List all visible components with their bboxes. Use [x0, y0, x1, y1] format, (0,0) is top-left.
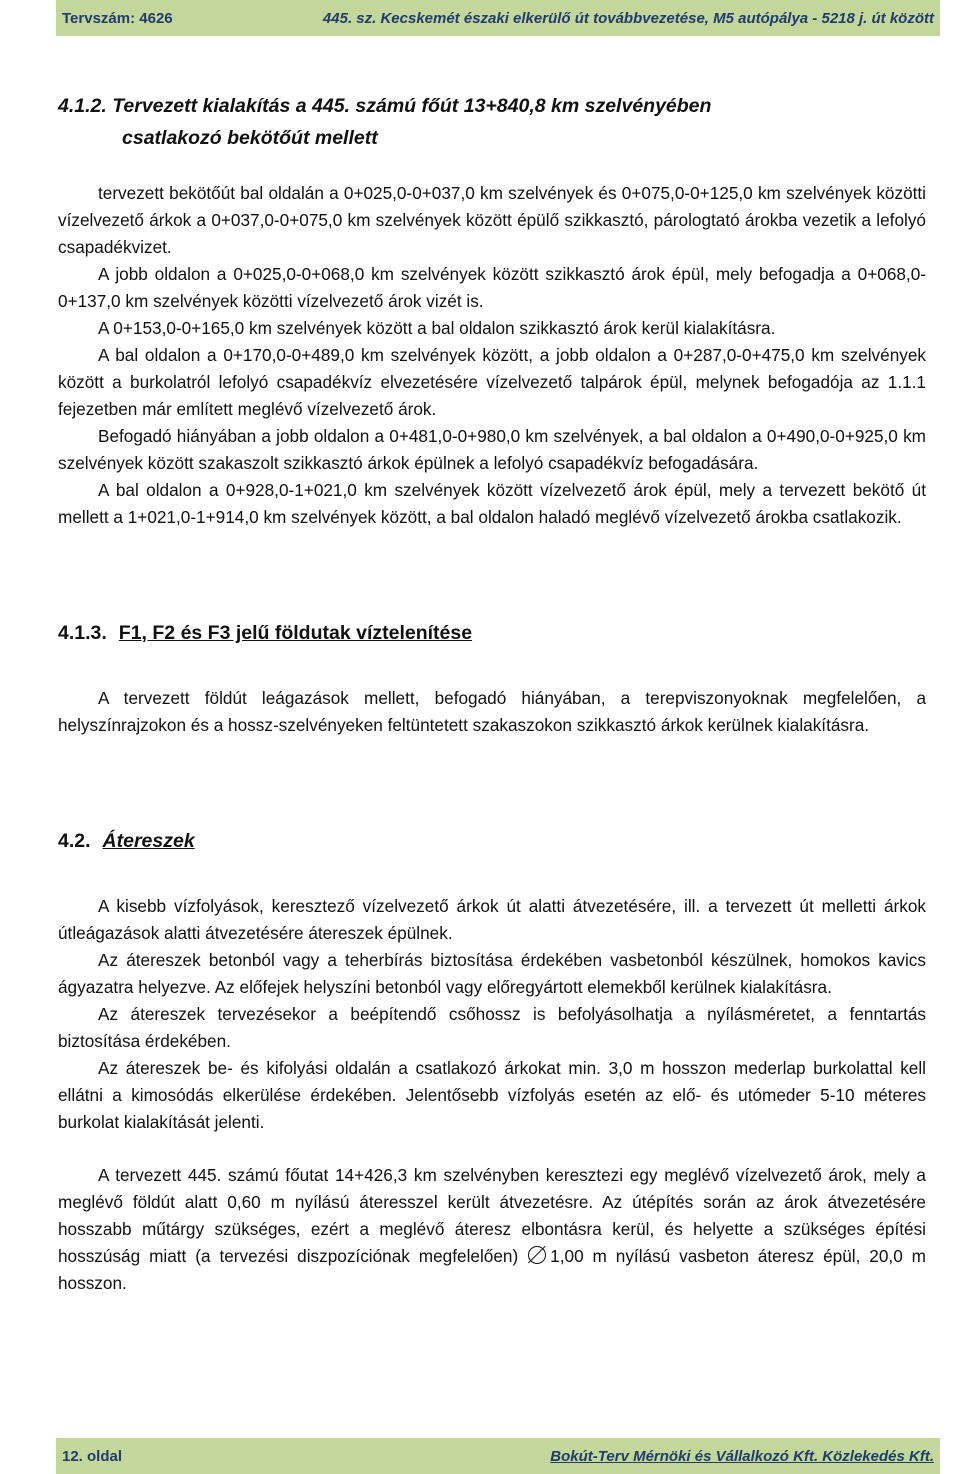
paragraph: Az átereszek betonból vagy a teherbírás biztosítása érdekében vasbetonból készülnek, homokos kavics ágyazatra helyezve. Az előfejek helyszíni betonból vagy előregyártott elemekből kerülnek kialakításra.	[58, 950, 926, 997]
paragraph: A bal oldalon a 0+170,0-0+489,0 km szelvények között, a jobb oldalon a 0+287,0-0+475,0 km szelvények között a burkolatról lefolyó csapadékvíz elvezetésére vízelvezető talpárok épül, melynek befogadója az 1.1.1 fejezetben már említett meglévő vízelvezető árok.	[58, 345, 926, 419]
page-header	[56, 0, 940, 36]
section-number: 4.1.3.	[58, 622, 107, 644]
paragraph: Befogadó hiányában a jobb oldalon a 0+481,0-0+980,0 km szelvények, a bal oldalon a 0+490,0-0+925,0 km szelvények között szakaszolt szikkasztó árkok épülnek a lefolyó csapadékvíz befogadására.	[58, 426, 926, 473]
paragraph: A bal oldalon a 0+928,0-1+021,0 km szelvények között vízelvezető árok épül, mely a tervezett bekötő út mellett a 1+021,0-1+914,0 km szelvények között, a bal oldalon haladó meglévő vízelvezető árokba csatlakozik.	[58, 480, 926, 527]
paragraph: Az átereszek tervezésekor a beépítendő csőhossz is befolyásolhatja a nyílásméretet, a fenntartás biztosítása érdekében.	[58, 1004, 926, 1051]
page-footer	[56, 1438, 940, 1474]
paragraph-text: A tervezett 445. számú főutat 14+426,3 km szelvényben keresztezi egy meglévő vízelvezető árok, mely a meglévő földút alatt 0,60 m nyílású áteresszel került átvezetésre. Az útépítés során az árok átvezetésére hosszabb műtárgy szükséges, ezért a meglévő áteresz elbontásra kerül, és helyette a szükséges építési hosszúság miatt (a tervezési diszpozíciónak megfelelően)	[58, 1165, 926, 1266]
section-title: Átereszek	[102, 830, 195, 852]
paragraph: tervezett bekötőút bal oldalán a 0+025,0-0+037,0 km szelvények és 0+075,0-0+125,0 km szelvények közötti vízelvezető árkok a 0+037,0-0+075,0 km szelvények között épülő szikkasztó, párologtató árokba vezetik a lefolyó csapadékvizet.	[58, 183, 926, 257]
page-content	[58, 90, 926, 1297]
section-heading-413	[58, 619, 926, 647]
section-heading-412-line2: csatlakozó bekötőút mellett	[122, 127, 378, 149]
section-number: 4.2.	[58, 830, 91, 852]
section-title: F1, F2 és F3 jelű földutak víztelenítése	[118, 622, 473, 644]
paragraph: A tervezett földút leágazások mellett, befogadó hiányában, a terepviszonyoknak megfelelően, a helyszínrajzokon és a hossz-szelvényeken feltüntetett szakaszokon szikkasztó árkok kerülnek kialakításra.	[58, 688, 926, 735]
paragraph-text: 1,00 m nyílású vasbeton áteresz épül, 20,0 m hosszon.	[58, 1246, 926, 1293]
company-name: Bokút-Terv Mérnöki és Vállalkozó Kft. Közlekedés Kft.	[550, 1447, 934, 1465]
diameter-symbol-icon	[528, 1246, 546, 1264]
paragraph: A 0+153,0-0+165,0 km szelvények között a bal oldalon szikkasztó árok kerül kialakításra.	[98, 318, 776, 338]
paragraph: A kisebb vízfolyások, keresztező vízelvezető árkok út alatti átvezetésére, ill. a tervezett út melletti árkok útleágazások alatti átvezetésére átereszek épülnek.	[58, 896, 926, 943]
paragraph: A jobb oldalon a 0+025,0-0+068,0 km szelvények között szikkasztó árok épül, mely befogadja a 0+068,0-0+137,0 km szelvények közötti vízelvezető árok vizét is.	[58, 264, 926, 311]
paragraph	[58, 1162, 926, 1297]
section-heading-412-line1: 4.1.2. Tervezett kialakítás a 445. számú főút 13+840,8 km szelvényében	[58, 95, 712, 117]
plan-number: Tervszám: 4626	[62, 9, 173, 27]
page-number: 12. oldal	[62, 1447, 123, 1465]
document-title: 445. sz. Kecskemét északi elkerülő út továbbvezetése, M5 autópálya - 5218 j. út között	[322, 9, 934, 27]
paragraph: Az átereszek be- és kifolyási oldalán a csatlakozó árkokat min. 3,0 m hosszon mederlap burkolattal kell ellátni a kimosódás elkerülése érdekében. Jelentősebb vízfolyás esetén az elő- és utómeder 5-10 méteres burkolat kialakítását jelenti.	[58, 1058, 926, 1132]
section-heading-42	[58, 827, 926, 855]
